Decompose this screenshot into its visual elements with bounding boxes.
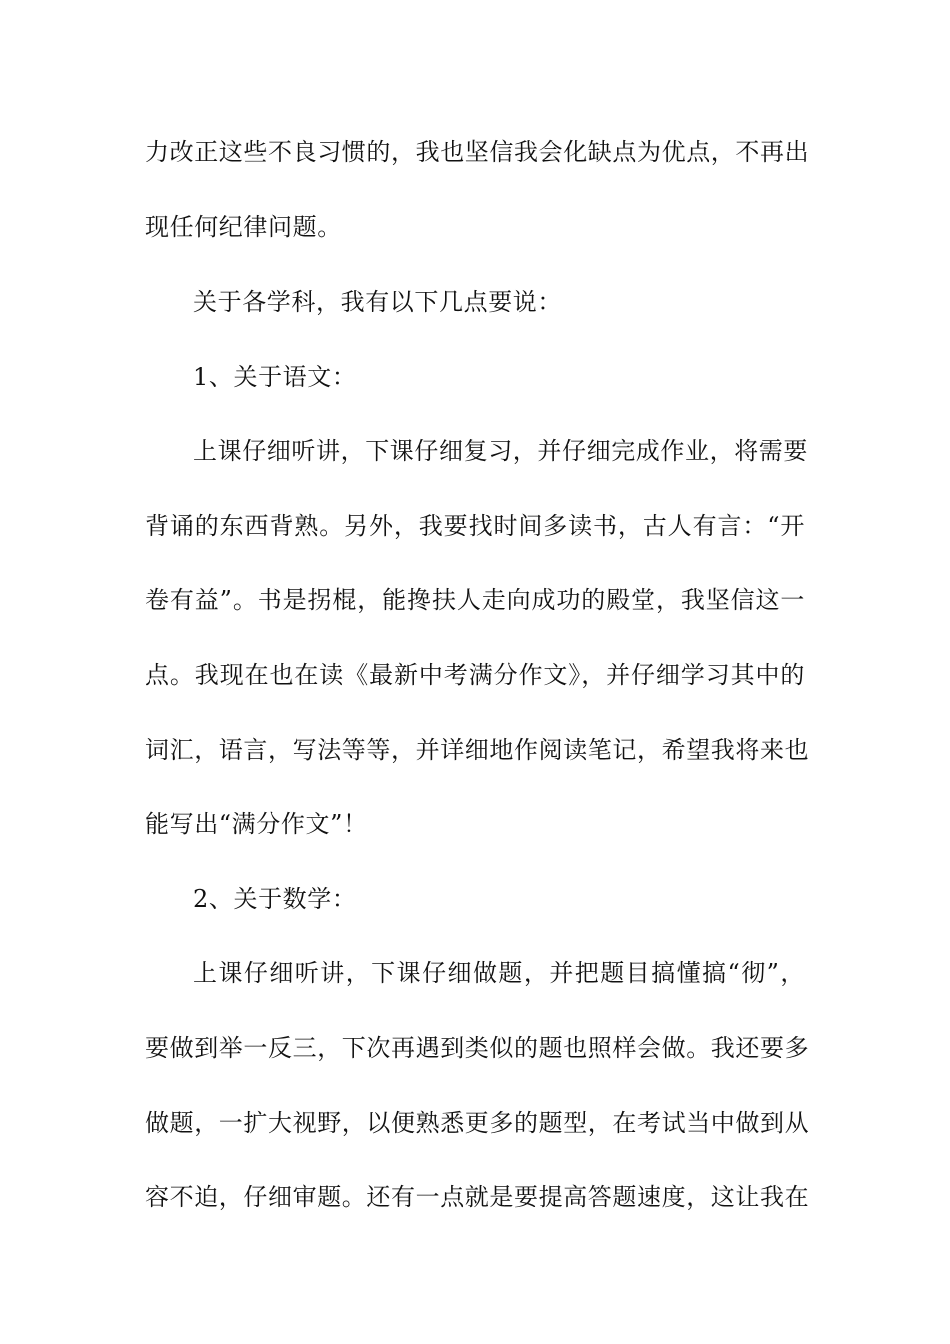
paragraph-line: 点。我现在也在读《最新中考满分作文》，并仔细学习其中的 [145,661,805,689]
paragraph-line: 能写出“满分作文”！ [145,810,368,838]
paragraph-line: 上课仔细听讲，下课仔细复习，并仔细完成作业，将需要 [193,437,808,465]
paragraph-line: 词汇，语言，写法等等，并详细地作阅读笔记，希望我将来也 [145,736,810,764]
paragraph-line: 卷有益”。书是拐棍，能搀扶人走向成功的殿堂，我坚信这一 [145,586,805,614]
paragraph-line: 做题，一扩大视野，以便熟悉更多的题型，在考试当中做到从 [145,1109,810,1137]
paragraph-line: 上课仔细听讲，下课仔细做题，并把题目搞懂搞“彻”， [193,959,805,987]
paragraph-line: 容不迫，仔细审题。还有一点就是要提高答题速度，这让我在 [145,1183,810,1211]
paragraph-line: 现任何纪律问题。 [145,213,342,241]
paragraph-line: 力改正这些不良习惯的，我也坚信我会化缺点为优点，不再出 [145,138,810,166]
paragraph-line: 要做到举一反三，下次再遇到类似的题也照样会做。我还要多 [145,1034,810,1062]
section-intro: 关于各学科，我有以下几点要说： [193,288,562,316]
section-heading-math: 2、关于数学： [193,885,357,913]
section-heading-chinese: 1、关于语文： [193,363,357,391]
paragraph-line: 背诵的东西背熟。另外，我要找时间多读书，古人有言：“开 [145,512,805,540]
